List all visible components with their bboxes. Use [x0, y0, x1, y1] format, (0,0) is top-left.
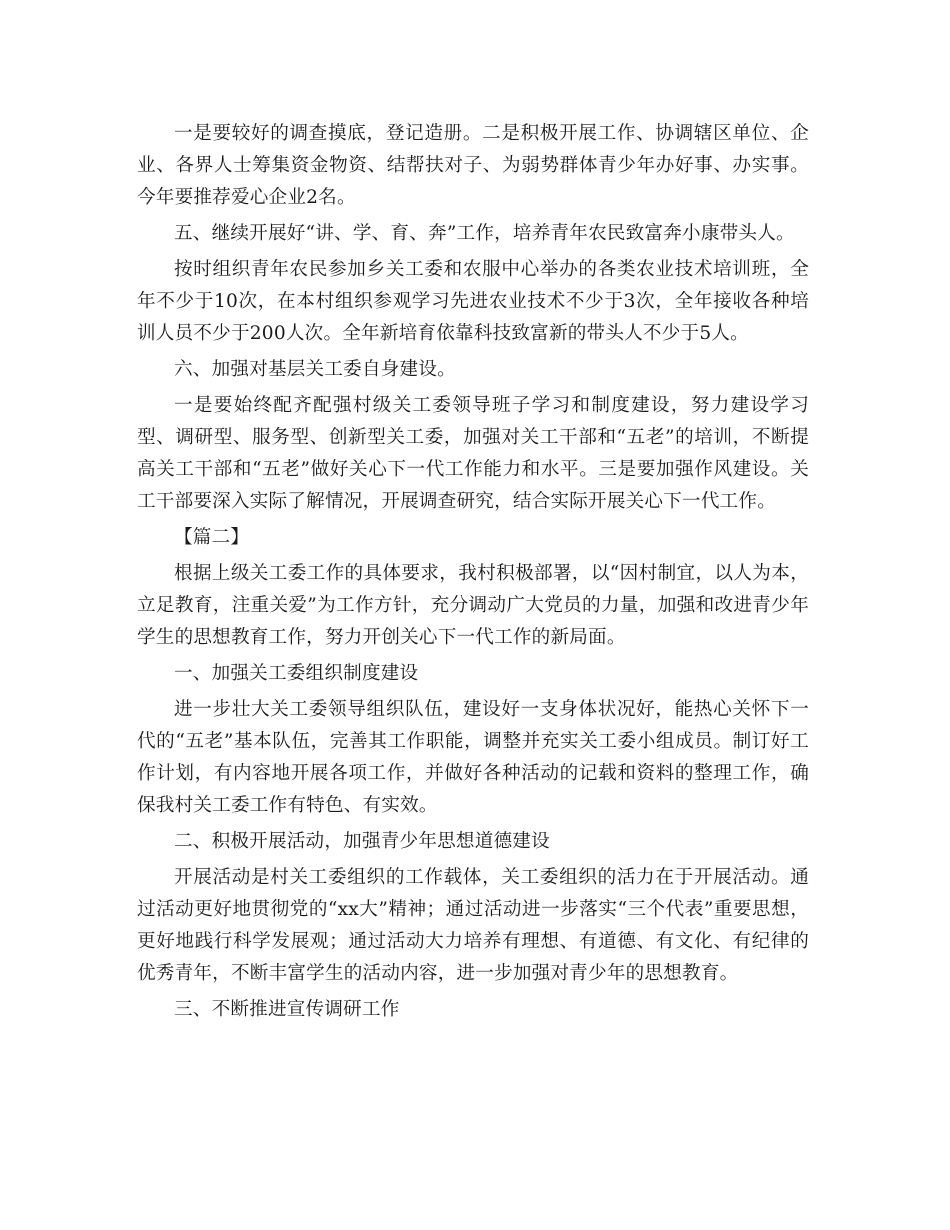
heading-one: 一、加强关工委组织制度建设	[174, 663, 419, 684]
document-body	[137, 118, 809, 1030]
paragraph-activities: 开展活动是村关工委组织的工作载体，关工委组织的活力在于开展活动。通过活动更好地贯彻党的“xx大”精神；通过活动进一步落实“三个代表”重要思想，更好地践行科学发展观；通过活动大力培养有理想、有道德、有文化、有纪律的优秀青年，不断丰富学生的活动内容，进一步加强对青少年的思想教育。	[137, 867, 809, 984]
heading-five: 五、继续开展好“讲、学、育、奔”工作，培养青年农民致富奔小康带头人。	[174, 223, 795, 244]
heading-three: 三、不断推进宣传调研工作	[174, 999, 400, 1020]
heading-two: 二、积极开展活动，加强青少年思想道德建设	[174, 831, 550, 852]
heading-six: 六、加强对基层关工委自身建设。	[174, 359, 456, 380]
paragraph-intro: 根据上级关工委工作的具体要求，我村积极部署，以“因村制宜，以人为本，立足教育，注重关爱”为工作方针，充分调动广大党员的力量，加强和改进青少年学生的思想教育工作，努力开创关心下一代工作的新局面。	[137, 563, 809, 648]
section-marker-part-two: 【篇二】	[174, 527, 250, 548]
paragraph-survey: 一是要较好的调查摸底，登记造册。二是积极开展工作、协调辖区单位、企业、各界人士筹集资金物资、结帮扶对子、为弱势群体青少年办好事、办实事。今年要推荐爱心企业2名。	[137, 123, 809, 208]
paragraph-training: 按时组织青年农民参加乡关工委和农服中心举办的各类农业技术培训班，全年不少于10次，在本村组织参观学习先进农业技术不少于3次，全年接收各种培训人员不少于200人次。全年新培育依靠科技致富新的带头人不少于5人。	[137, 259, 809, 344]
paragraph-organization: 进一步壮大关工委领导组织队伍，建设好一支身体状况好，能热心关怀下一代的“五老”基本队伍，完善其工作职能，调整并充实关工委小组成员。制订好工作计划，有内容地开展各项工作，并做好各种活动的记载和资料的整理工作，确保我村关工委工作有特色、有实效。	[137, 699, 809, 816]
paragraph-self-building: 一是要始终配齐配强村级关工委领导班子学习和制度建设，努力建设学习型、调研型、服务型、创新型关工委，加强对关工干部和“五老”的培训，不断提高关工干部和“五老”做好关心下一代工作能力和水平。三是要加强作风建设。关工干部要深入实际了解情况，开展调查研究，结合实际开展关心下一代工作。	[137, 395, 809, 512]
